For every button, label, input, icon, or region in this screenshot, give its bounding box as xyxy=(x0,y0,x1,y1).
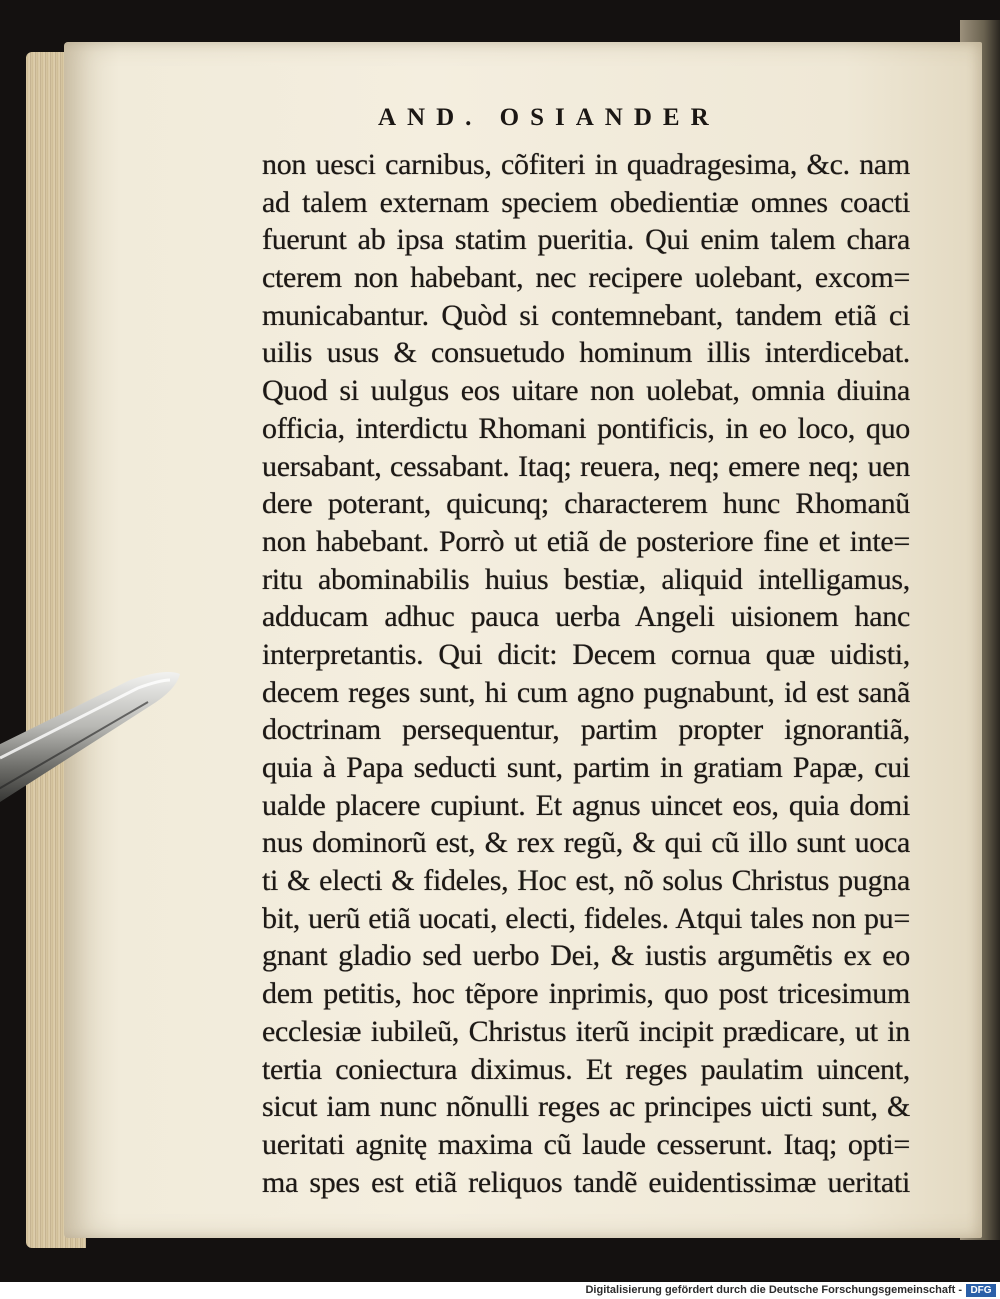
blade-shape xyxy=(0,672,180,808)
text-line: fuerunt ab ipsa statim pueritia. Qui enim talem chara xyxy=(262,223,910,257)
text-line: sicut iam nunc nõnulli reges ac principes uicti sunt, & xyxy=(262,1090,910,1124)
text-line: ad talem externam speciem obedientiæ omnes coacti xyxy=(262,185,910,219)
text-line: ualde placere cupiunt. Et agnus uincet eos, quia domi xyxy=(262,788,910,822)
text-line: ecclesiæ iubileũ, Christus iterũ incipit prædicare, ut in xyxy=(262,1014,910,1048)
text-line: Quod si uulgus eos uitare non uolebat, omnia diuina xyxy=(262,374,910,408)
text-line: dem petitis, hoc tẽpore inprimis, quo post tricesimum xyxy=(262,977,910,1011)
dfg-logo: DFG xyxy=(966,1284,996,1297)
text-line: uilis usus & consuetudo hominum illis interdicebat. xyxy=(262,336,910,370)
text-line: ti & electi & fideles, Hoc est, nõ solus Christus pugna xyxy=(262,864,910,898)
running-head: AND. OSIANDER xyxy=(378,104,720,131)
text-line: gnant gladio sed uerbo Dei, & iustis argumẽtis ex eo xyxy=(262,939,910,973)
funding-credit: Digitalisierung gefördert durch die Deutsche Forschungsgemeinschaft - xyxy=(585,1284,962,1296)
text-line: nus dominorũ est, & rex regũ, & qui cũ illo sunt uoca xyxy=(262,826,910,860)
text-line: officia, interdictu Rhomani pontificis, in eo loco, quo xyxy=(262,411,910,445)
text-line: cterem non habebant, nec recipere uolebant, excom= xyxy=(262,261,910,295)
letter-opener xyxy=(0,662,210,812)
text-line: quia à Papa seducti sunt, partim in gratiam Papæ, cui xyxy=(262,751,910,784)
text-line: adducam adhuc pauca uerba Angeli uisionem hanc xyxy=(262,600,910,634)
footer-bar xyxy=(0,1282,1000,1299)
text-line: municabantur. Quòd si contemnebant, tandem etiã ci xyxy=(262,298,910,332)
text-line: dere poterant, quicunq; characterem hunc Rhomanũ xyxy=(262,487,910,521)
text-line: non uesci carnibus, cõfiteri in quadragesima, &c. nam xyxy=(262,148,910,181)
text-line: ritu abominabilis huius bestiæ, aliquid intelligamus, xyxy=(262,562,910,596)
text-line: uersabant, cessabant. Itaq; reuera, neq; emere neq; uen xyxy=(262,449,910,483)
text-line: ueritati agnitę maxima cũ laude cesserunt. Itaq; opti= xyxy=(262,1127,910,1161)
text-line: interpretantis. Qui dicit: Decem cornua quæ uidisti, xyxy=(262,637,910,671)
text-line: doctrinam persequentur, partim propter ignorantiã, xyxy=(262,713,910,747)
text-line: bit, uerũ etiã uocati, electi, fideles. Atqui tales non pu= xyxy=(262,901,910,935)
text-line: decem reges sunt, hi cum agno pugnabunt, id est sanã xyxy=(262,675,910,709)
text-line: ma spes est etiã reliquos tandẽ euidentissimæ ueritati xyxy=(262,1165,910,1199)
text-line: non habebant. Porrò ut etiã de posteriore fine et inte= xyxy=(262,524,910,558)
text-line: tertia coniectura diximus. Et reges paulatim uincent, xyxy=(262,1052,910,1086)
text-block xyxy=(262,146,910,1201)
